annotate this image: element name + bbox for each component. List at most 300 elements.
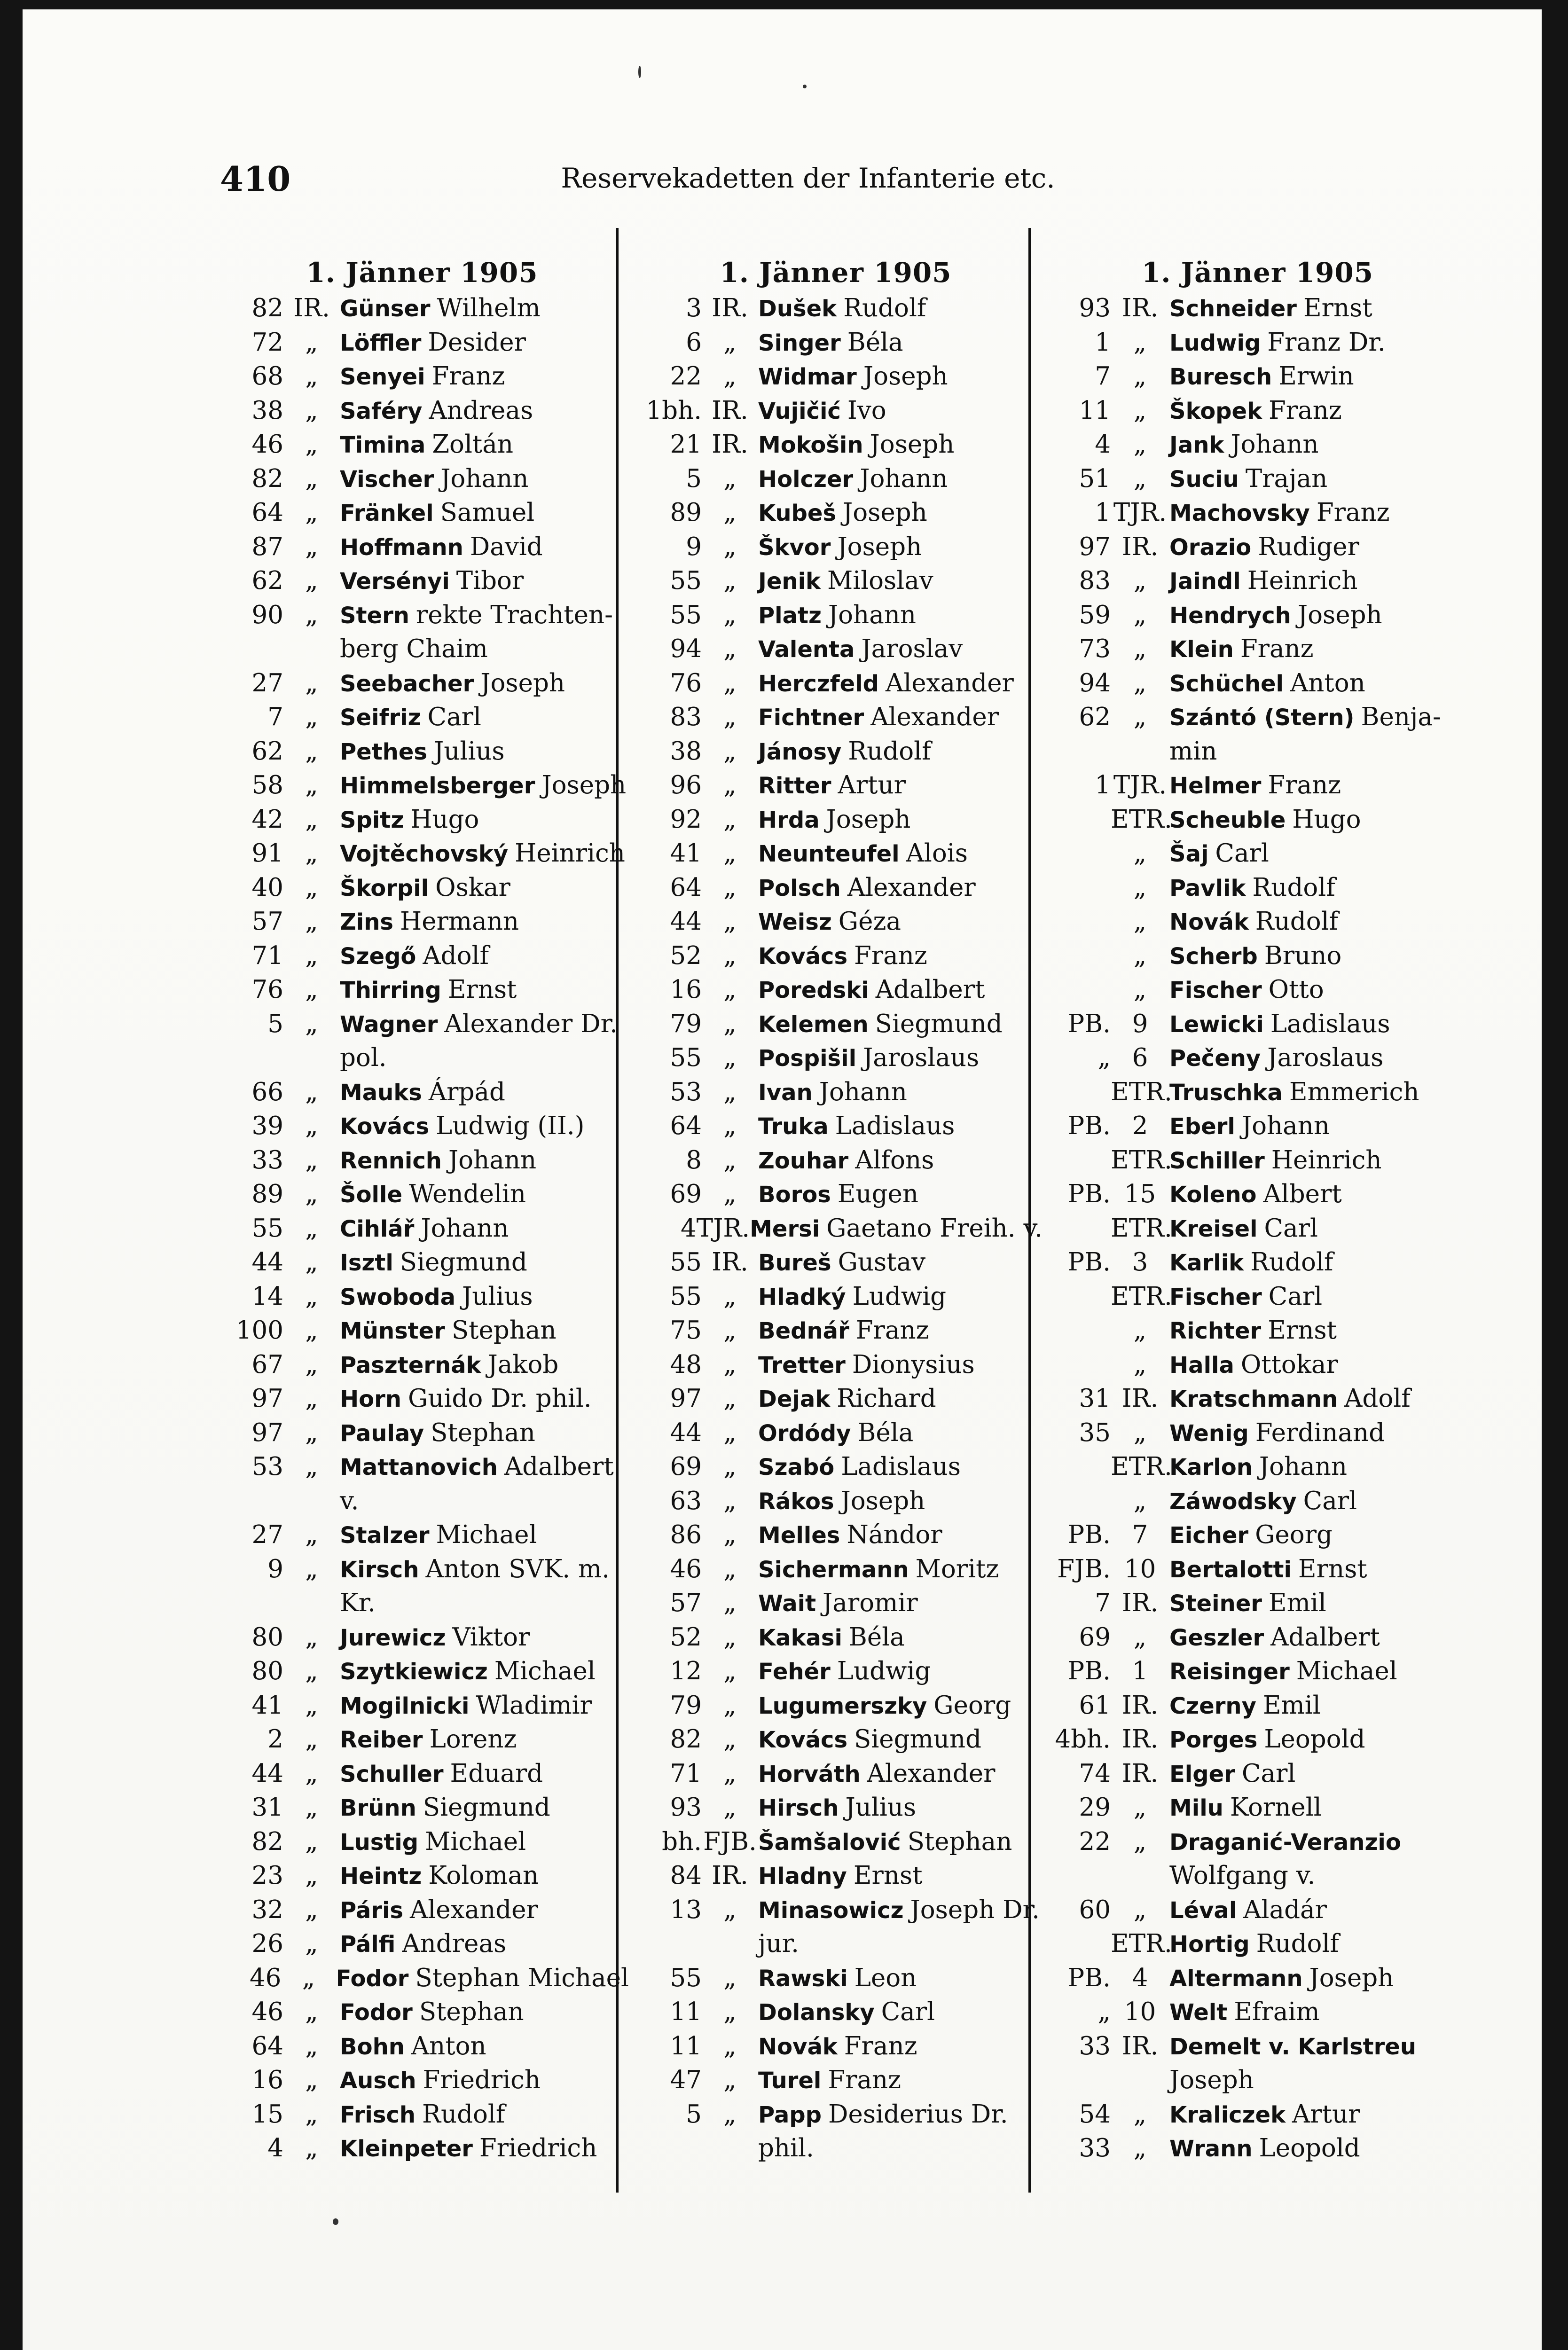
entry-row: [215, 1654, 629, 1689]
regiment-number: 4bh.: [1055, 1725, 1111, 1754]
surname: Kubeš: [758, 500, 837, 526]
unit-type: IR.: [1121, 1725, 1159, 1754]
surname: Senyei: [340, 364, 425, 390]
continuation-text: Wolfgang v.: [1169, 1861, 1316, 1890]
entry-row: [629, 428, 1043, 462]
surname: Valenta: [758, 636, 855, 663]
given-name: Michael: [436, 1520, 537, 1549]
surname: Mersi: [750, 1215, 820, 1242]
regiment-number: 57: [670, 1589, 702, 1617]
given-name: Andreas: [429, 396, 533, 425]
surname: Fischer: [1169, 1284, 1262, 1310]
regiment-number: 5: [686, 464, 702, 493]
regiment-number: 44: [251, 1759, 283, 1788]
regiment-number: 57: [251, 907, 283, 936]
continuation-text: pol.: [340, 1043, 387, 1072]
entry-row: [629, 700, 1043, 735]
column-1: [215, 254, 629, 2166]
regiment-number: 54: [1079, 2099, 1111, 2129]
surname: Saféry: [340, 398, 423, 424]
regiment-number: 94: [1079, 668, 1111, 697]
surname: Löffler: [340, 329, 422, 356]
entry-row: [1045, 1586, 1470, 1621]
given-name: Samuel: [440, 498, 535, 527]
surname: Ausch: [340, 2068, 416, 2094]
regiment-number: 66: [251, 1077, 283, 1106]
regiment-number: 79: [670, 1009, 702, 1038]
surname: Kakasi: [758, 1624, 842, 1651]
given-name: Siegmund: [854, 1725, 982, 1754]
given-name: Árpád: [428, 1077, 505, 1106]
unit-type: „: [723, 1316, 737, 1345]
unit-type: „: [1133, 1350, 1147, 1379]
given-name: Alfons: [855, 1145, 934, 1175]
surname: Wagner: [340, 1011, 438, 1038]
regiment-number: 79: [670, 1691, 702, 1720]
entry-row: [215, 1416, 629, 1450]
regiment-number: 64: [670, 873, 702, 902]
unit-type: TJR.: [1113, 771, 1167, 799]
entry-row: [629, 1995, 1043, 2029]
unit-type: IR.: [1121, 1589, 1159, 1617]
unit-type: „: [723, 1043, 737, 1072]
entry-row: [629, 326, 1043, 360]
given-name: Carl: [1241, 1759, 1296, 1788]
regiment-number: 27: [251, 1520, 283, 1549]
entry-row: [1045, 564, 1470, 598]
regiment-number: 29: [1079, 1793, 1111, 1822]
running-title: Reservekadetten der Infanterie etc.: [561, 162, 1055, 194]
surname: Brünn: [340, 1795, 416, 1821]
unit-type: „: [1133, 396, 1147, 425]
entry-row: [629, 360, 1043, 394]
surname: Dušek: [758, 296, 837, 322]
unit-type: „: [305, 668, 318, 697]
entry-row: [629, 1484, 1043, 1519]
surname: Kelemen: [758, 1011, 869, 1038]
given-name: Rudolf: [1252, 873, 1335, 902]
regiment-number: 55: [670, 566, 702, 595]
surname: Dolansky: [758, 1999, 875, 2026]
regiment-number: bh.: [662, 1827, 702, 1856]
surname: Fischer: [1169, 977, 1262, 1003]
unit-type: „: [1133, 328, 1147, 357]
given-name: Julius: [433, 736, 505, 766]
unit-type: „: [723, 668, 737, 697]
unit-type: „: [1133, 2099, 1147, 2129]
surname: Kovács: [340, 1113, 430, 1140]
unit-type: „: [305, 1929, 318, 1958]
entry-row: [1045, 1109, 1470, 1144]
given-name: Alexander: [409, 1895, 538, 1924]
regiment-number: 84: [670, 1861, 702, 1890]
entry-row: [215, 2063, 629, 2098]
regiment-number: 6: [686, 328, 702, 357]
entry-row: [1045, 1075, 1470, 1110]
unit-type: „: [305, 362, 318, 391]
entry-continuation: [215, 1041, 629, 1075]
entry-row: [629, 1382, 1043, 1416]
unit-type: „: [723, 1452, 737, 1481]
surname: Demelt v. Karlstreu: [1169, 2033, 1417, 2060]
given-name: Friedrich: [423, 2066, 541, 2094]
entry-row: [215, 1177, 629, 1212]
entry-row: [215, 360, 629, 394]
regiment-number: 55: [670, 600, 702, 629]
surname: Koleno: [1169, 1182, 1257, 1208]
entry-row: [1045, 1450, 1470, 1484]
unit-type: 7: [1132, 1520, 1148, 1549]
entry-row: [215, 394, 629, 428]
regiment-number: PB.: [1067, 1112, 1111, 1140]
entry-row: [215, 1075, 629, 1110]
given-name: Joseph: [837, 532, 922, 561]
surname: Wrann: [1169, 2136, 1253, 2162]
entry-row: [1045, 700, 1470, 735]
entry-list: [215, 291, 629, 2166]
continuation-text: berg Chaim: [340, 634, 488, 663]
surname: Singer: [758, 329, 841, 356]
entry-row: [629, 1518, 1043, 1552]
regiment-number: 22: [1079, 1827, 1111, 1856]
surname: Boros: [758, 1182, 831, 1208]
surname: Isztl: [340, 1250, 393, 1276]
regiment-number: 64: [251, 498, 283, 527]
surname: Lewicki: [1169, 1011, 1264, 1038]
unit-type: IR.: [1121, 2031, 1159, 2060]
entry-row: [629, 871, 1043, 905]
given-name: Joseph: [1297, 600, 1382, 629]
regiment-number: 16: [251, 2066, 283, 2094]
regiment-number: 82: [251, 464, 283, 493]
unit-type: „: [305, 1622, 318, 1652]
entry-row: [1045, 2131, 1470, 2166]
unit-type: „: [305, 1145, 318, 1175]
regiment-number: PB.: [1067, 1963, 1111, 1992]
given-name: Artur: [838, 771, 906, 799]
unit-type: „: [723, 1998, 737, 2026]
entry-row: [1045, 1961, 1470, 1996]
surname: Dejak: [758, 1386, 831, 1412]
entry-row: [629, 1007, 1043, 1042]
regiment-number: 4: [267, 2134, 283, 2162]
entry-row: [215, 700, 629, 735]
surname: Geszler: [1169, 1624, 1264, 1651]
given-name: Béla: [857, 1418, 914, 1447]
entry-row: [1045, 428, 1470, 462]
paper-speck: [803, 85, 807, 88]
regiment-number: 1: [1095, 328, 1111, 357]
given-name: Joseph: [843, 498, 927, 527]
unit-type: 15: [1124, 1180, 1156, 1208]
entry-row: [629, 291, 1043, 326]
given-name: Adalbert: [504, 1452, 614, 1481]
entry-row: [1045, 360, 1470, 394]
unit-type: ETR.: [1111, 1214, 1172, 1243]
regiment-number: 62: [1079, 703, 1111, 731]
given-name: Dionysius: [852, 1350, 975, 1379]
regiment-number: 55: [251, 1214, 283, 1243]
surname: Fehér: [758, 1659, 831, 1685]
continuation-text: Joseph: [1169, 2066, 1254, 2094]
surname: Jank: [1169, 432, 1224, 458]
entry-row: [215, 768, 629, 803]
unit-type: „: [723, 1691, 737, 1720]
entry-row: [1045, 1995, 1470, 2029]
unit-type: „: [305, 1861, 318, 1890]
regiment-number: 11: [670, 2031, 702, 2060]
given-name: Tibor: [456, 566, 524, 595]
unit-type: „: [1133, 1827, 1147, 1856]
given-name: Ludwig: [852, 1282, 947, 1311]
unit-type: 6: [1132, 1043, 1148, 1072]
entry-row: [629, 564, 1043, 598]
given-name: Alexander Dr.: [444, 1009, 618, 1038]
unit-type: „: [305, 907, 318, 936]
entry-row: [215, 837, 629, 871]
unit-type: „: [305, 1316, 318, 1345]
surname: Šolle: [340, 1182, 403, 1208]
given-name: Rudolf: [1256, 1929, 1340, 1958]
unit-type: „: [305, 1657, 318, 1685]
regiment-number: 59: [1079, 600, 1111, 629]
regiment-number: 82: [251, 294, 283, 322]
unit-type: „: [1133, 1793, 1147, 1822]
given-name: Ernst: [1298, 1554, 1367, 1583]
entry-row: [629, 803, 1043, 837]
entry-row: [629, 1689, 1043, 1723]
entry-row: [629, 1552, 1043, 1587]
surname: Mattanovich: [340, 1454, 498, 1480]
regiment-number: PB.: [1067, 1248, 1111, 1277]
surname: Steiner: [1169, 1590, 1262, 1617]
entry-row: [629, 837, 1043, 871]
given-name: Michael: [494, 1657, 596, 1685]
entry-row: [215, 1723, 629, 1757]
entry-row: [629, 530, 1043, 564]
regiment-number: 32: [251, 1895, 283, 1924]
given-name: Wendelin: [409, 1180, 526, 1208]
regiment-number: 75: [670, 1316, 702, 1345]
given-name: Leon: [854, 1963, 917, 1992]
regiment-number: 39: [251, 1112, 283, 1140]
regiment-number: 60: [1079, 1895, 1111, 1924]
regiment-number: 11: [1079, 396, 1111, 425]
regiment-number: 97: [251, 1384, 283, 1413]
entry-row: [629, 1041, 1043, 1075]
given-name: Ernst: [1268, 1316, 1337, 1345]
given-name: Siegmund: [423, 1793, 550, 1822]
continuation-text: min: [1169, 736, 1217, 766]
unit-type: ETR.: [1111, 1145, 1172, 1175]
unit-type: „: [723, 464, 737, 493]
given-name: Jaromir: [823, 1589, 918, 1617]
surname: Versényi: [340, 568, 450, 595]
surname: Turel: [758, 2068, 822, 2094]
given-name: Richard: [837, 1384, 936, 1413]
surname: Melles: [758, 1522, 840, 1549]
entry-row: [629, 1280, 1043, 1314]
entry-row: [1045, 1825, 1470, 1859]
entry-row: [1045, 1518, 1470, 1552]
entry-continuation: [1045, 1859, 1470, 1893]
surname: Fodor: [340, 1999, 413, 2026]
regiment-number: 93: [670, 1793, 702, 1822]
given-name: Stephan: [431, 1418, 535, 1447]
unit-type: „: [1133, 464, 1147, 493]
entry-row: [629, 1791, 1043, 1825]
regiment-number: 69: [1079, 1622, 1111, 1652]
regiment-number: 97: [670, 1384, 702, 1413]
given-name: Ernst: [853, 1861, 923, 1890]
regiment-number: 83: [1079, 566, 1111, 595]
unit-type: „: [1133, 600, 1147, 629]
unit-type: „: [305, 1793, 318, 1822]
given-name: Siegmund: [875, 1009, 1003, 1038]
regiment-number: 35: [1079, 1418, 1111, 1447]
regiment-number: 69: [670, 1180, 702, 1208]
given-name: Johann: [1241, 1112, 1330, 1140]
surname: Ordódy: [758, 1420, 851, 1447]
regiment-number: 46: [670, 1554, 702, 1583]
entry-row: [215, 2029, 629, 2064]
regiment-number: 11: [670, 1998, 702, 2026]
entry-row: [629, 2063, 1043, 2098]
given-name: Ladislaus: [841, 1452, 961, 1481]
unit-type: „: [723, 362, 737, 391]
regiment-number: 7: [1095, 362, 1111, 391]
given-name: Franz Dr.: [1267, 328, 1386, 357]
entry-row: [1045, 1893, 1470, 1927]
entry-list: [1045, 291, 1470, 2166]
unit-type: „: [1133, 1895, 1147, 1924]
given-name: Rudolf: [422, 2099, 505, 2129]
entry-row: [215, 1212, 629, 1246]
unit-type: „: [723, 498, 737, 527]
given-name: Erwin: [1278, 362, 1354, 391]
regiment-number: 71: [670, 1759, 702, 1788]
given-name: Artur: [1292, 2099, 1360, 2129]
given-name: Franz: [844, 2031, 917, 2060]
unit-type: „: [1133, 668, 1147, 697]
given-name: Ferdinand: [1255, 1418, 1385, 1447]
given-name: Friedrich: [479, 2134, 597, 2162]
unit-type: „: [723, 941, 737, 970]
regiment-number: 16: [670, 975, 702, 1004]
entry-continuation: [215, 632, 629, 666]
entry-row: [1045, 496, 1470, 530]
given-name: Franz: [854, 941, 927, 970]
unit-type: „: [723, 1418, 737, 1447]
regiment-number: 38: [251, 396, 283, 425]
surname: Karlon: [1169, 1454, 1253, 1480]
entry-row: [1045, 1484, 1470, 1519]
regiment-number: 12: [670, 1657, 702, 1685]
entry-row: [629, 1723, 1043, 1757]
unit-type: „: [305, 2066, 318, 2094]
surname: Thirring: [340, 977, 441, 1003]
regiment-number: 26: [251, 1929, 283, 1958]
regiment-number: 23: [251, 1861, 283, 1890]
surname: Kovács: [758, 943, 848, 970]
unit-type: „: [305, 839, 318, 868]
paper-speck: [638, 66, 641, 78]
unit-type: ETR.: [1111, 1452, 1172, 1481]
given-name: Ivo: [847, 396, 886, 425]
surname: Münster: [340, 1318, 445, 1344]
surname: Seebacher: [340, 670, 474, 697]
surname: Draganić-Veranzio: [1169, 1829, 1401, 1856]
unit-type: „: [1133, 907, 1147, 936]
entry-row: [1045, 1041, 1470, 1075]
given-name: Ottokar: [1240, 1350, 1338, 1379]
entry-row: [215, 291, 629, 326]
entry-row: [1045, 2098, 1470, 2132]
given-name: Bruno: [1264, 941, 1342, 970]
surname: Karlik: [1169, 1250, 1244, 1276]
unit-type: „: [723, 1486, 737, 1515]
unit-type: 3: [1132, 1248, 1148, 1277]
unit-type: „: [723, 1589, 737, 1617]
regiment-number: 31: [251, 1793, 283, 1822]
entry-row: [1045, 1689, 1470, 1723]
entry-row: [1045, 394, 1470, 428]
entry-row: [1045, 905, 1470, 939]
regiment-number: 1bh.: [646, 396, 702, 425]
unit-type: „: [723, 1554, 737, 1583]
unit-type: „: [305, 736, 318, 766]
given-name: rekte Trachten-: [416, 600, 613, 629]
given-name: Johann: [440, 464, 529, 493]
surname: Pospišil: [758, 1045, 857, 1072]
unit-type: „: [305, 1998, 318, 2026]
given-name: Joseph: [840, 1486, 925, 1515]
entry-row: [215, 1007, 629, 1042]
surname: Szántó (Stern): [1169, 705, 1355, 731]
entry-row: [629, 1144, 1043, 1178]
entry-row: [215, 1757, 629, 1791]
given-name: Hermann: [400, 907, 519, 936]
entry-row: [629, 1893, 1043, 1927]
regiment-number: 89: [670, 498, 702, 527]
given-name: Alexander: [847, 873, 976, 902]
given-name: Rudolf: [843, 294, 926, 322]
unit-type: „: [1133, 2134, 1147, 2162]
given-name: Béla: [848, 1622, 905, 1652]
unit-type: „: [723, 805, 737, 834]
regiment-number: 69: [670, 1452, 702, 1481]
regiment-number: 8: [686, 1145, 702, 1175]
surname: Lustig: [340, 1829, 419, 1856]
regiment-number: 51: [1079, 464, 1111, 493]
entry-continuation: [215, 1484, 629, 1519]
regiment-number: 1: [1095, 498, 1111, 527]
entry-row: [629, 768, 1043, 803]
given-name: Géza: [838, 907, 901, 936]
given-name: Carl: [1264, 1214, 1318, 1243]
entry-row: [215, 871, 629, 905]
given-name: Ernst: [1303, 294, 1372, 322]
unit-type: 9: [1132, 1009, 1148, 1038]
given-name: Franz: [1316, 498, 1390, 527]
regiment-number: 9: [267, 1554, 283, 1583]
unit-type: „: [723, 1657, 737, 1685]
entry-row: [629, 2029, 1043, 2064]
given-name: Joseph: [870, 430, 955, 459]
surname: Šamšalović: [758, 1829, 901, 1856]
unit-type: „: [305, 566, 318, 595]
surname: Kleinpeter: [340, 2136, 473, 2162]
